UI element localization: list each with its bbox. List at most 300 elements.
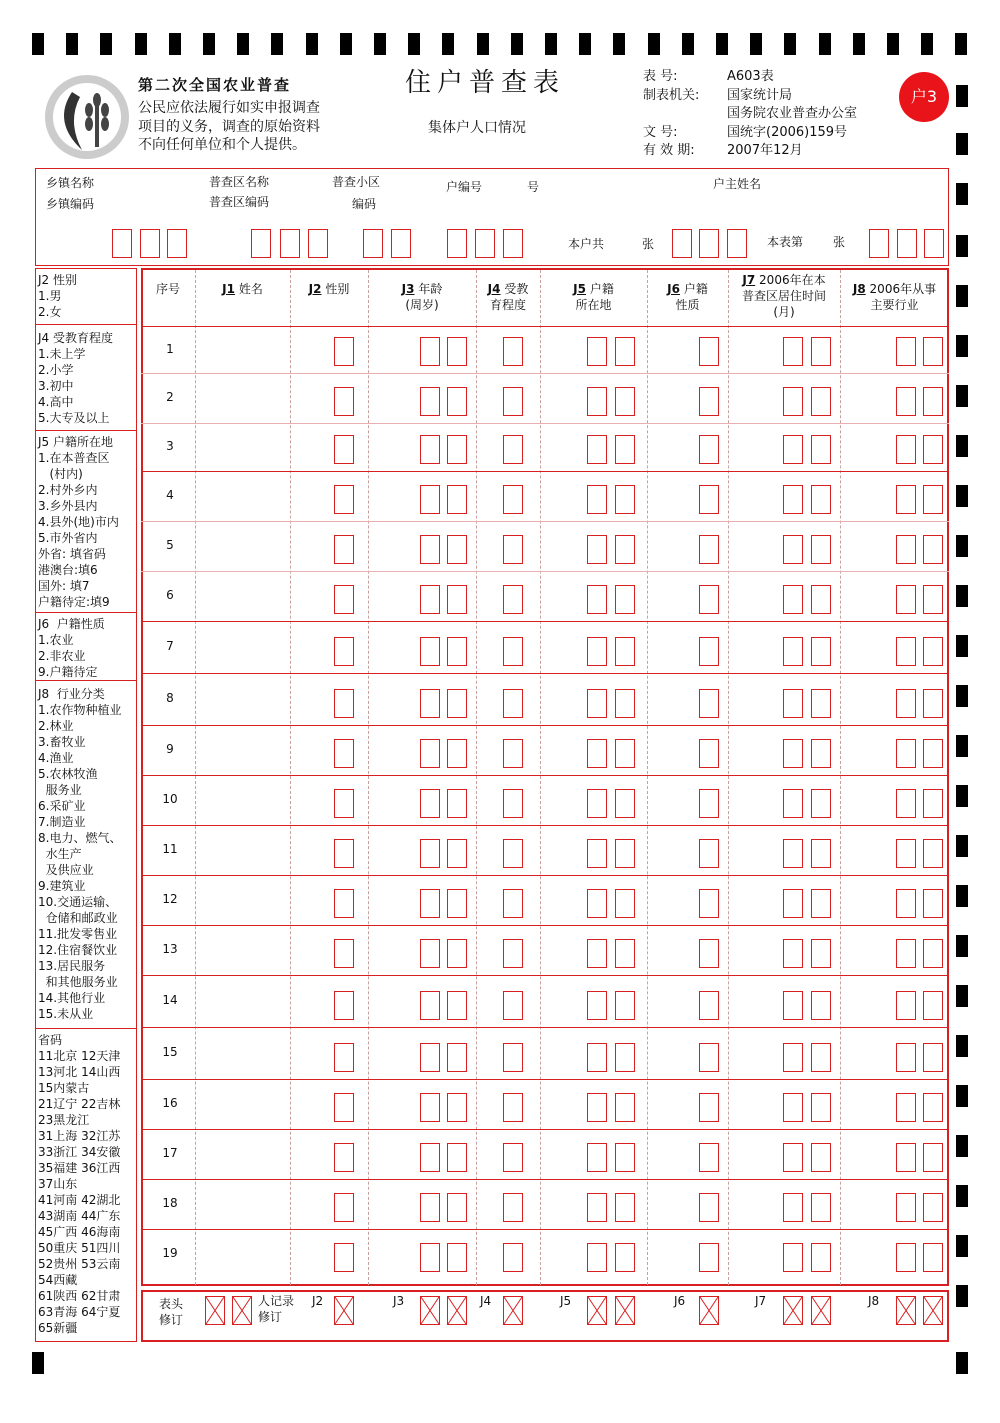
org-text-2: 项目的义务，调查的原始资料 <box>138 119 320 135</box>
j3-cell[interactable] <box>447 739 467 768</box>
j7-cell[interactable] <box>811 637 831 666</box>
column-header-j8 <box>840 281 949 313</box>
j2-cell[interactable] <box>334 689 354 718</box>
j6-cell[interactable] <box>699 991 719 1020</box>
j5-cell[interactable] <box>587 1143 607 1172</box>
j3-cell[interactable] <box>420 1093 440 1122</box>
j7-cell[interactable] <box>811 789 831 818</box>
j8-cell[interactable] <box>896 435 916 464</box>
j8-cell[interactable] <box>896 337 916 366</box>
code-cell[interactable] <box>924 229 944 258</box>
j5-cell[interactable] <box>587 637 607 666</box>
timing-mark-right <box>956 183 968 205</box>
meta-label-3: 文 号: <box>643 125 678 140</box>
j8-cell[interactable] <box>896 585 916 614</box>
j5-cell[interactable] <box>587 435 607 464</box>
j7-cell[interactable] <box>783 337 803 366</box>
j3-cell[interactable] <box>420 1043 440 1072</box>
j8-cell[interactable] <box>896 637 916 666</box>
footer-code-label: J2 <box>312 1294 324 1308</box>
revision-cell[interactable] <box>699 1296 719 1325</box>
j7-cell[interactable] <box>811 1193 831 1222</box>
j4-cell[interactable] <box>503 1243 523 1272</box>
j3-cell[interactable] <box>420 739 440 768</box>
revision-cell[interactable] <box>783 1296 803 1325</box>
j4-cell[interactable] <box>503 789 523 818</box>
j8-cell[interactable] <box>923 789 943 818</box>
j7-cell[interactable] <box>811 337 831 366</box>
j7-cell[interactable] <box>783 991 803 1020</box>
j3-cell[interactable] <box>420 535 440 564</box>
j2-cell[interactable] <box>334 839 354 868</box>
j4-cell[interactable] <box>503 435 523 464</box>
legend-line: 7.制造业 <box>38 815 86 829</box>
timing-mark-top <box>306 33 318 55</box>
j5-cell[interactable] <box>615 839 635 868</box>
j6-cell[interactable] <box>699 1143 719 1172</box>
j3-cell[interactable] <box>420 585 440 614</box>
timing-mark-right <box>956 935 968 957</box>
revision-cell[interactable] <box>923 1296 943 1325</box>
j7-cell[interactable] <box>783 1193 803 1222</box>
j3-cell[interactable] <box>420 939 440 968</box>
j6-cell[interactable] <box>699 535 719 564</box>
j4-cell[interactable] <box>503 337 523 366</box>
revision-cell[interactable] <box>587 1296 607 1325</box>
j3-cell[interactable] <box>447 435 467 464</box>
j4-cell[interactable] <box>503 585 523 614</box>
j8-cell[interactable] <box>923 535 943 564</box>
j8-cell[interactable] <box>896 689 916 718</box>
table-rev-label: 表头 修订 <box>159 1297 184 1327</box>
j5-cell[interactable] <box>587 585 607 614</box>
j4-cell[interactable] <box>503 689 523 718</box>
j8-cell[interactable] <box>923 689 943 718</box>
j6-cell[interactable] <box>699 939 719 968</box>
j2-cell[interactable] <box>334 485 354 514</box>
j5-cell[interactable] <box>587 535 607 564</box>
j3-cell[interactable] <box>447 689 467 718</box>
j6-cell[interactable] <box>699 739 719 768</box>
j7-cell[interactable] <box>811 387 831 416</box>
j3-cell[interactable] <box>447 535 467 564</box>
j3-cell[interactable] <box>447 387 467 416</box>
j6-cell[interactable] <box>699 1193 719 1222</box>
j5-cell[interactable] <box>615 889 635 918</box>
j2-cell[interactable] <box>334 889 354 918</box>
j6-cell[interactable] <box>699 1043 719 1072</box>
legend-line: 5.农林牧渔 <box>38 767 98 781</box>
j8-cell[interactable] <box>896 789 916 818</box>
j5-cell[interactable] <box>615 435 635 464</box>
j7-cell[interactable] <box>783 1143 803 1172</box>
timing-mark-right <box>956 885 968 907</box>
row-divider <box>141 1129 949 1130</box>
j5-cell[interactable] <box>615 337 635 366</box>
j8-cell[interactable] <box>923 337 943 366</box>
j7-cell[interactable] <box>811 739 831 768</box>
j6-cell[interactable] <box>699 387 719 416</box>
code-cell[interactable] <box>112 229 132 258</box>
legend-line: 3.乡外县内 <box>38 499 98 513</box>
legend-line: 65新疆 <box>38 1321 78 1335</box>
j3-cell[interactable] <box>447 485 467 514</box>
revision-cell[interactable] <box>420 1296 440 1325</box>
j3-cell[interactable] <box>447 585 467 614</box>
j5-cell[interactable] <box>615 1243 635 1272</box>
j3-cell[interactable] <box>420 637 440 666</box>
j8-cell[interactable] <box>923 839 943 868</box>
j4-cell[interactable] <box>503 1193 523 1222</box>
row-number: 16 <box>162 1096 178 1110</box>
j7-cell[interactable] <box>783 485 803 514</box>
j7-cell[interactable] <box>811 889 831 918</box>
timing-mark-bottom-right <box>956 1352 968 1374</box>
j8-cell[interactable] <box>923 435 943 464</box>
j7-cell[interactable] <box>783 689 803 718</box>
revision-cell[interactable] <box>503 1296 523 1325</box>
j2-cell[interactable] <box>334 939 354 968</box>
legend-line: 4.高中 <box>38 395 74 409</box>
j7-cell[interactable] <box>783 889 803 918</box>
j5-cell[interactable] <box>587 337 607 366</box>
j4-cell[interactable] <box>503 1143 523 1172</box>
code-cell[interactable] <box>167 229 187 258</box>
timing-mark-top <box>511 33 523 55</box>
code-cell[interactable] <box>447 229 467 258</box>
j2-cell[interactable] <box>334 387 354 416</box>
j8-cell[interactable] <box>896 739 916 768</box>
j5-cell[interactable] <box>615 485 635 514</box>
j7-cell[interactable] <box>783 387 803 416</box>
legend-line: J6 户籍性质 <box>38 617 105 631</box>
j7-cell[interactable] <box>811 1043 831 1072</box>
legend-line: 1.未上学 <box>38 347 86 361</box>
legend-section-j6 <box>38 616 136 680</box>
j2-cell[interactable] <box>334 1143 354 1172</box>
zhang-label-1: 张 <box>642 237 655 251</box>
j5-cell[interactable] <box>615 1093 635 1122</box>
j7-cell[interactable] <box>811 1143 831 1172</box>
column-code: J7 <box>742 273 756 287</box>
j5-cell[interactable] <box>615 689 635 718</box>
row-divider <box>141 423 949 424</box>
revision-cell[interactable] <box>811 1296 831 1325</box>
j7-cell[interactable] <box>783 739 803 768</box>
j3-cell[interactable] <box>447 939 467 968</box>
j6-cell[interactable] <box>699 1093 719 1122</box>
column-code: J5 <box>573 282 586 296</box>
j7-cell[interactable] <box>811 435 831 464</box>
j8-cell[interactable] <box>896 1043 916 1072</box>
code-cell[interactable] <box>391 229 411 258</box>
timing-mark-right <box>956 1085 968 1107</box>
j8-cell[interactable] <box>896 535 916 564</box>
j2-cell[interactable] <box>334 585 354 614</box>
j7-cell[interactable] <box>811 485 831 514</box>
j5-cell[interactable] <box>615 585 635 614</box>
column-label: 户籍 所在地 <box>575 282 614 312</box>
legend-line: J2 性别 <box>38 273 77 287</box>
j8-cell[interactable] <box>896 1243 916 1272</box>
j8-cell[interactable] <box>923 939 943 968</box>
column-header-j4 <box>476 281 540 313</box>
j5-cell[interactable] <box>587 689 607 718</box>
timing-mark-right <box>956 685 968 707</box>
j6-cell[interactable] <box>699 889 719 918</box>
j8-cell[interactable] <box>923 1043 943 1072</box>
legend-line: 3.畜牧业 <box>38 735 86 749</box>
j6-cell[interactable] <box>699 585 719 614</box>
j4-cell[interactable] <box>503 485 523 514</box>
j8-cell[interactable] <box>923 739 943 768</box>
j8-cell[interactable] <box>896 1193 916 1222</box>
j3-cell[interactable] <box>420 689 440 718</box>
j5-cell[interactable] <box>587 1093 607 1122</box>
j3-cell[interactable] <box>447 1193 467 1222</box>
j5-cell[interactable] <box>615 739 635 768</box>
timing-mark-top <box>66 33 78 55</box>
row-number: 8 <box>166 691 174 705</box>
j3-cell[interactable] <box>420 839 440 868</box>
j8-cell[interactable] <box>923 1143 943 1172</box>
j4-cell[interactable] <box>503 637 523 666</box>
timing-mark-top <box>135 33 147 55</box>
j5-cell[interactable] <box>615 991 635 1020</box>
j3-cell[interactable] <box>447 889 467 918</box>
code-cell[interactable] <box>869 229 889 258</box>
j5-cell[interactable] <box>615 789 635 818</box>
j3-cell[interactable] <box>420 387 440 416</box>
j8-cell[interactable] <box>896 485 916 514</box>
j6-cell[interactable] <box>699 789 719 818</box>
j5-cell[interactable] <box>587 739 607 768</box>
legend-line: 户籍待定:填9 <box>38 595 110 609</box>
j2-cell[interactable] <box>334 739 354 768</box>
j6-cell[interactable] <box>699 1243 719 1272</box>
row-number: 18 <box>162 1196 178 1210</box>
j2-cell[interactable] <box>334 1043 354 1072</box>
j5-cell[interactable] <box>615 1143 635 1172</box>
j7-cell[interactable] <box>811 585 831 614</box>
j3-cell[interactable] <box>447 1043 467 1072</box>
timing-mark-top <box>716 33 728 55</box>
j3-cell[interactable] <box>420 789 440 818</box>
column-label: 序号 <box>155 282 180 296</box>
j7-cell[interactable] <box>783 839 803 868</box>
j4-cell[interactable] <box>503 839 523 868</box>
j2-cell[interactable] <box>334 337 354 366</box>
j7-cell[interactable] <box>783 1093 803 1122</box>
j3-cell[interactable] <box>447 1143 467 1172</box>
timing-mark-right <box>956 835 968 857</box>
j3-cell[interactable] <box>420 1193 440 1222</box>
j7-cell[interactable] <box>783 535 803 564</box>
j8-cell[interactable] <box>896 1093 916 1122</box>
j4-cell[interactable] <box>503 991 523 1020</box>
legend-line: 33浙江 34安徽 <box>38 1145 121 1159</box>
column-label: 姓名 <box>238 282 263 296</box>
j7-cell[interactable] <box>783 939 803 968</box>
j8-cell[interactable] <box>923 637 943 666</box>
j5-cell[interactable] <box>615 1193 635 1222</box>
j8-cell[interactable] <box>896 839 916 868</box>
column-header-j2 <box>290 281 368 297</box>
j2-cell[interactable] <box>334 435 354 464</box>
row-divider <box>141 825 949 826</box>
j5-cell[interactable] <box>615 637 635 666</box>
j4-cell[interactable] <box>503 535 523 564</box>
j7-cell[interactable] <box>811 991 831 1020</box>
j7-cell[interactable] <box>811 1093 831 1122</box>
j8-cell[interactable] <box>923 1093 943 1122</box>
form-title: 住户普查表 <box>405 68 566 98</box>
timing-mark-right <box>956 485 968 507</box>
j5-cell[interactable] <box>615 387 635 416</box>
j4-cell[interactable] <box>503 739 523 768</box>
j7-cell[interactable] <box>783 637 803 666</box>
j3-cell[interactable] <box>420 1243 440 1272</box>
row-divider <box>141 1027 949 1028</box>
j5-cell[interactable] <box>587 991 607 1020</box>
j5-cell[interactable] <box>587 1043 607 1072</box>
j3-cell[interactable] <box>447 337 467 366</box>
code-cell[interactable] <box>699 229 719 258</box>
j6-cell[interactable] <box>699 689 719 718</box>
j8-cell[interactable] <box>923 1193 943 1222</box>
footer-code-label: J4 <box>480 1294 492 1308</box>
j3-cell[interactable] <box>447 789 467 818</box>
j7-cell[interactable] <box>783 1043 803 1072</box>
j7-cell[interactable] <box>783 1243 803 1272</box>
code-cell[interactable] <box>475 229 495 258</box>
row-number: 14 <box>162 993 178 1007</box>
j8-cell[interactable] <box>896 387 916 416</box>
j5-cell[interactable] <box>587 485 607 514</box>
j6-cell[interactable] <box>699 485 719 514</box>
j2-cell[interactable] <box>334 1243 354 1272</box>
j2-cell[interactable] <box>334 535 354 564</box>
person-rev-label: 人记录 修订 <box>258 1294 295 1324</box>
j2-cell[interactable] <box>334 991 354 1020</box>
footer-code-label: J6 <box>674 1294 686 1308</box>
j8-cell[interactable] <box>923 485 943 514</box>
j5-cell[interactable] <box>615 535 635 564</box>
legend-line: 1.农作物种植业 <box>38 703 122 717</box>
j8-cell[interactable] <box>896 939 916 968</box>
j7-cell[interactable] <box>811 939 831 968</box>
revision-cell[interactable] <box>334 1296 354 1325</box>
j8-cell[interactable] <box>923 585 943 614</box>
j2-cell[interactable] <box>334 637 354 666</box>
code-cell[interactable] <box>672 229 692 258</box>
j6-cell[interactable] <box>699 839 719 868</box>
j3-cell[interactable] <box>447 1243 467 1272</box>
revision-cell[interactable] <box>447 1296 467 1325</box>
code-cell[interactable] <box>251 229 271 258</box>
meta-value-3: 国统字(2006)159号 <box>727 125 848 140</box>
j5-cell[interactable] <box>615 1043 635 1072</box>
code-cell[interactable] <box>280 229 300 258</box>
code-cell[interactable] <box>503 229 523 258</box>
j5-cell[interactable] <box>587 839 607 868</box>
j8-cell[interactable] <box>923 889 943 918</box>
code-cell[interactable] <box>897 229 917 258</box>
j6-cell[interactable] <box>699 637 719 666</box>
row-divider <box>141 1179 949 1180</box>
j4-cell[interactable] <box>503 939 523 968</box>
j7-cell[interactable] <box>811 689 831 718</box>
j3-cell[interactable] <box>420 889 440 918</box>
j7-cell[interactable] <box>811 535 831 564</box>
j3-cell[interactable] <box>420 435 440 464</box>
j3-cell[interactable] <box>420 337 440 366</box>
j7-cell[interactable] <box>783 585 803 614</box>
j2-cell[interactable] <box>334 1093 354 1122</box>
revision-cell[interactable] <box>232 1296 252 1325</box>
code-cell[interactable] <box>140 229 160 258</box>
legend-line: 15内蒙古 <box>38 1081 90 1095</box>
j8-cell[interactable] <box>923 991 943 1020</box>
j4-cell[interactable] <box>503 387 523 416</box>
j7-cell[interactable] <box>811 1243 831 1272</box>
j3-cell[interactable] <box>447 839 467 868</box>
main-table <box>141 268 949 1286</box>
j8-cell[interactable] <box>896 991 916 1020</box>
legend-line: 2.女 <box>38 305 62 319</box>
j7-cell[interactable] <box>811 839 831 868</box>
revision-cell[interactable] <box>205 1296 225 1325</box>
j3-cell[interactable] <box>447 991 467 1020</box>
j2-cell[interactable] <box>334 1193 354 1222</box>
j8-cell[interactable] <box>896 889 916 918</box>
j3-cell[interactable] <box>420 991 440 1020</box>
j4-cell[interactable] <box>503 889 523 918</box>
j5-cell[interactable] <box>587 889 607 918</box>
j3-cell[interactable] <box>447 637 467 666</box>
legend-line: 12.住宿餐饮业 <box>38 943 118 957</box>
j5-cell[interactable] <box>587 387 607 416</box>
revision-cell[interactable] <box>615 1296 635 1325</box>
j5-cell[interactable] <box>615 939 635 968</box>
j8-cell[interactable] <box>896 1143 916 1172</box>
legend-line: 港澳台:填6 <box>38 563 98 577</box>
j4-cell[interactable] <box>503 1043 523 1072</box>
revision-cell[interactable] <box>896 1296 916 1325</box>
j5-cell[interactable] <box>587 939 607 968</box>
legend-divider <box>35 324 137 325</box>
row-number: 4 <box>166 488 174 502</box>
row-divider <box>141 571 949 572</box>
j7-cell[interactable] <box>783 435 803 464</box>
j3-cell[interactable] <box>420 1143 440 1172</box>
j3-cell[interactable] <box>447 1093 467 1122</box>
j4-cell[interactable] <box>503 1093 523 1122</box>
j6-cell[interactable] <box>699 337 719 366</box>
j6-cell[interactable] <box>699 435 719 464</box>
code-cell[interactable] <box>727 229 747 258</box>
j8-cell[interactable] <box>923 387 943 416</box>
j7-cell[interactable] <box>783 789 803 818</box>
j8-cell[interactable] <box>923 1243 943 1272</box>
code-cell[interactable] <box>308 229 328 258</box>
j5-cell[interactable] <box>587 789 607 818</box>
j3-cell[interactable] <box>420 485 440 514</box>
j5-cell[interactable] <box>587 1193 607 1222</box>
j2-cell[interactable] <box>334 789 354 818</box>
code-cell[interactable] <box>363 229 383 258</box>
j5-cell[interactable] <box>587 1243 607 1272</box>
